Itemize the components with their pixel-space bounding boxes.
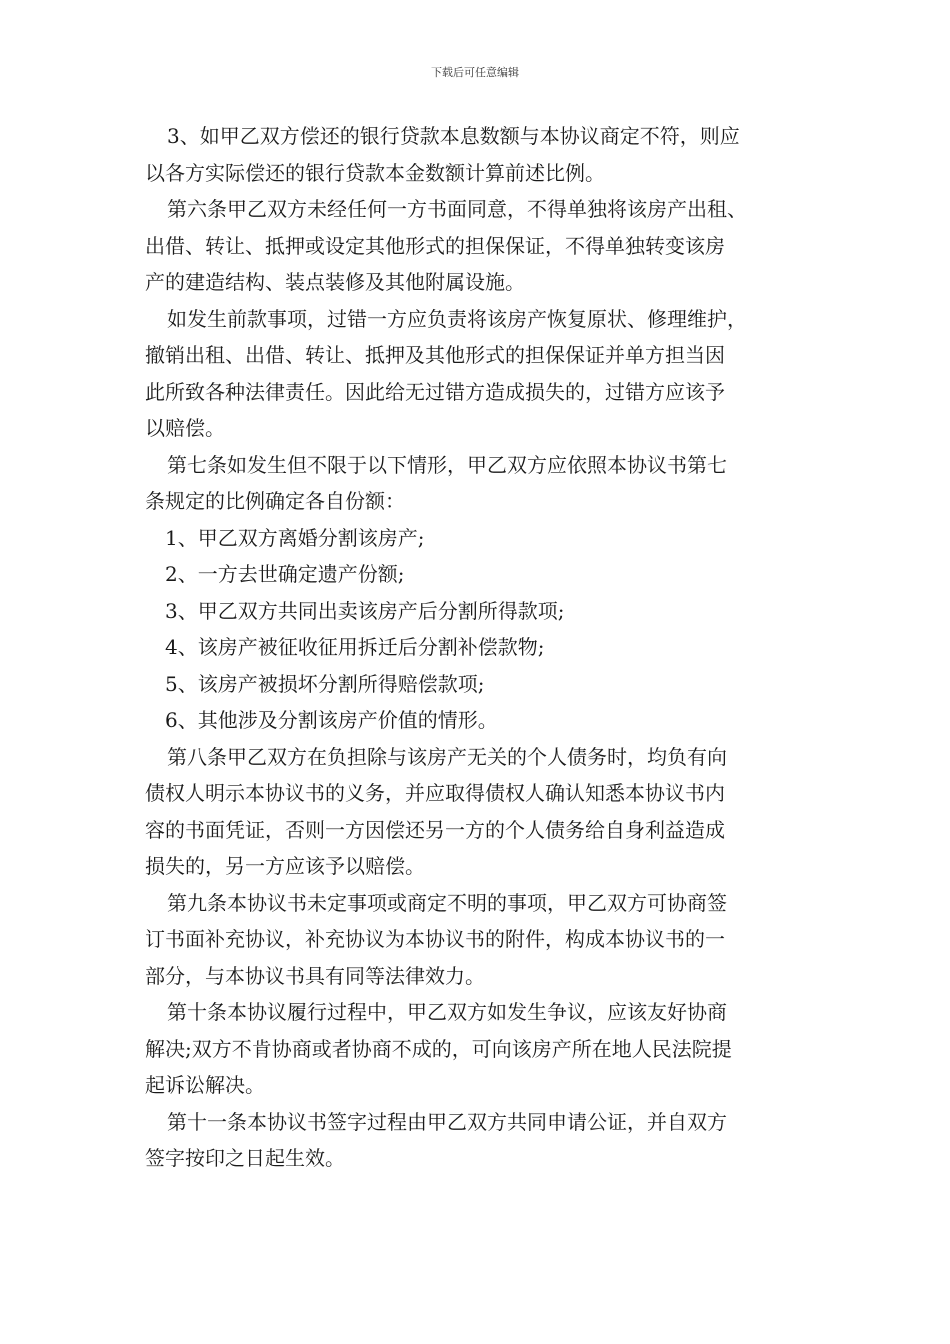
list-item: 1、甲乙双方离婚分割该房产;: [165, 525, 425, 550]
text-line: 条规定的比例确定各自份额：: [145, 489, 405, 513]
page-header: 下载后可任意编辑: [431, 66, 519, 79]
document-body: [145, 118, 810, 1177]
text-line: 如发生前款事项，过错一方应负责将该房产恢复原状、修理维护，: [167, 306, 747, 331]
text-line: 第九条本协议书未定事项或商定不明的事项，甲乙双方可协商签: [167, 890, 727, 915]
paragraph-article-7: [145, 447, 810, 520]
text-line: 订书面补充协议，补充协议为本协议书的附件，构成本协议书的一: [145, 927, 725, 951]
text-line: 第十条本协议履行过程中，甲乙双方如发生争议，应该友好协商: [167, 1000, 727, 1024]
text-line: 产的建造结构、装点装修及其他附属设施。: [145, 270, 525, 294]
text-line: 容的书面凭证，否则一方因偿还另一方的个人债务给自身利益造成: [145, 817, 725, 842]
text-line: 债权人明示本协议书的义务，并应取得债权人确认知悉本协议书内: [145, 781, 725, 805]
list-item: 2、一方去世确定遗产份额;: [165, 562, 405, 586]
text-line: 第六条甲乙双方未经任何一方书面同意，不得单独将该房产出租、: [167, 197, 747, 221]
text-line: 3、如甲乙双方偿还的银行贷款本息数额与本协议商定不符，则应: [167, 124, 740, 148]
text-line: 以赔偿。: [145, 416, 225, 440]
list-item: 4、该房产被征收征用拆迁后分割补偿款物;: [165, 635, 545, 659]
text-line: 以各方实际偿还的银行贷款本金数额计算前述比例。: [145, 160, 605, 185]
text-line: 部分，与本协议书具有同等法律效力。: [145, 963, 485, 988]
text-line: 第七条如发生但不限于以下情形，甲乙双方应依照本协议书第七: [167, 452, 727, 477]
text-line: 第十一条本协议书签字过程由甲乙双方共同申请公证，并自双方: [167, 1109, 727, 1134]
paragraph-article-6: [145, 191, 810, 301]
paragraph-article-9: [145, 885, 810, 995]
text-line: 此所致各种法律责任。因此给无过错方造成损失的，过错方应该予: [145, 379, 725, 404]
paragraph-article-11: [145, 1104, 810, 1177]
paragraph-article-10: [145, 994, 810, 1104]
text-line: 起诉讼解决。: [145, 1073, 265, 1097]
paragraph-article-6-breach: [145, 301, 810, 447]
text-line: 签字按印之日起生效。: [145, 1146, 345, 1170]
list-item: 6、其他涉及分割该房产价值的情形。: [165, 708, 498, 732]
text-line: 损失的，另一方应该予以赔偿。: [145, 854, 425, 878]
text-line: 出借、转让、抵押或设定其他形式的担保保证，不得单独转变该房: [145, 233, 725, 258]
text-line: 第八条甲乙双方在负担除与该房产无关的个人债务时，均负有向: [167, 744, 727, 769]
list-item: 5、该房产被损坏分割所得赔偿款项;: [165, 671, 485, 696]
paragraph-repayment-clause: [145, 118, 810, 191]
text-line: 解决;双方不肯协商或者协商不成的，可向该房产所在地人民法院提: [145, 1036, 732, 1061]
paragraph-article-8: [145, 739, 810, 885]
list-item: 3、甲乙双方共同出卖该房产后分割所得款项;: [165, 598, 565, 623]
text-line: 撤销出租、出借、转让、抵押及其他形式的担保保证并单方担当因: [145, 343, 725, 367]
